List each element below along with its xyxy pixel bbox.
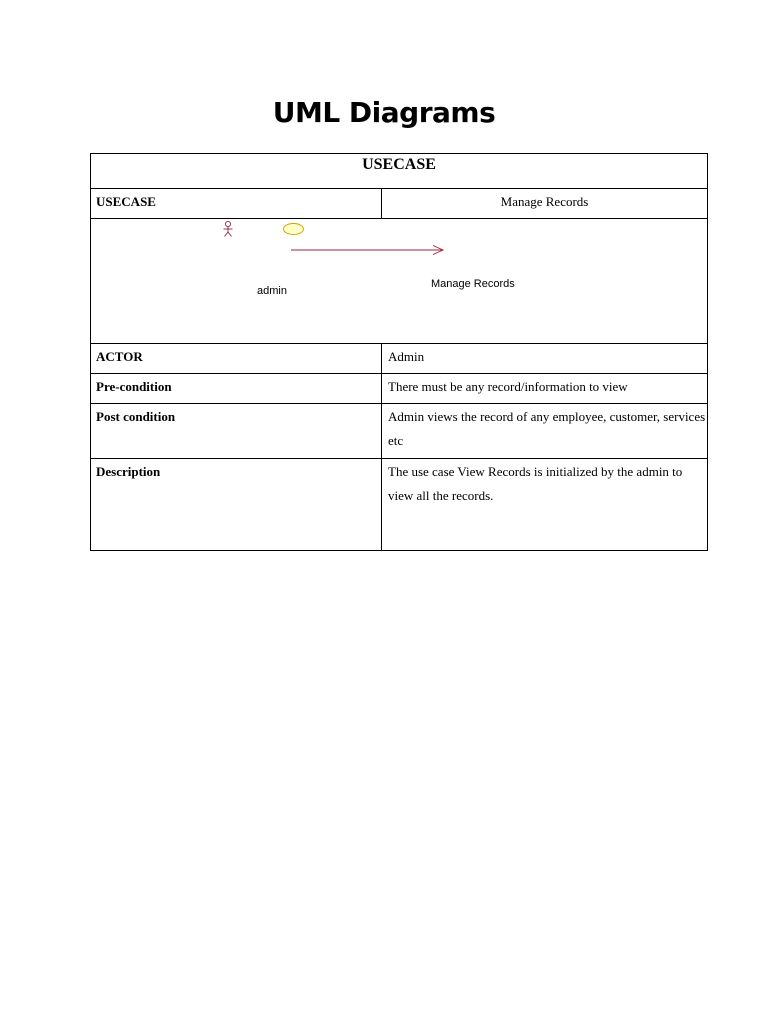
actor-label: admin: [257, 285, 287, 297]
diagram-canvas: [91, 219, 706, 343]
usecase-value: Manage Records: [382, 189, 708, 219]
usecase-label: USECASE: [91, 189, 382, 219]
actor-row: [91, 344, 708, 374]
row-value: Admin views the record of any employee, customer, services etc: [382, 404, 708, 459]
association-arrow: [291, 246, 443, 255]
table-header-row: [91, 154, 708, 189]
actor-stick-figure-icon: [224, 221, 233, 236]
usecase-diagram: [91, 219, 706, 343]
table-header-label: USECASE: [362, 156, 436, 173]
postcondition-row: [91, 404, 708, 459]
row-value: The use case View Records is initialized by the admin to view all the records.: [382, 459, 708, 551]
row-label: Post condition: [91, 404, 382, 459]
row-label: Pre-condition: [91, 374, 382, 404]
usecase-ellipse-icon: [284, 224, 304, 235]
usecase-diagram-label: Manage Records: [431, 278, 515, 290]
usecase-table: [90, 153, 708, 551]
table-header: [91, 154, 708, 189]
row-label: ACTOR: [91, 344, 382, 374]
row-value: Admin: [382, 344, 708, 374]
row-label: Description: [91, 459, 382, 551]
diagram-cell: [91, 219, 708, 344]
description-row: [91, 459, 708, 551]
diagram-row: [91, 219, 708, 344]
precondition-row: [91, 374, 708, 404]
page-title: UML Diagrams: [272, 96, 496, 129]
row-value: There must be any record/information to view: [382, 374, 708, 404]
usecase-row: [91, 189, 708, 219]
